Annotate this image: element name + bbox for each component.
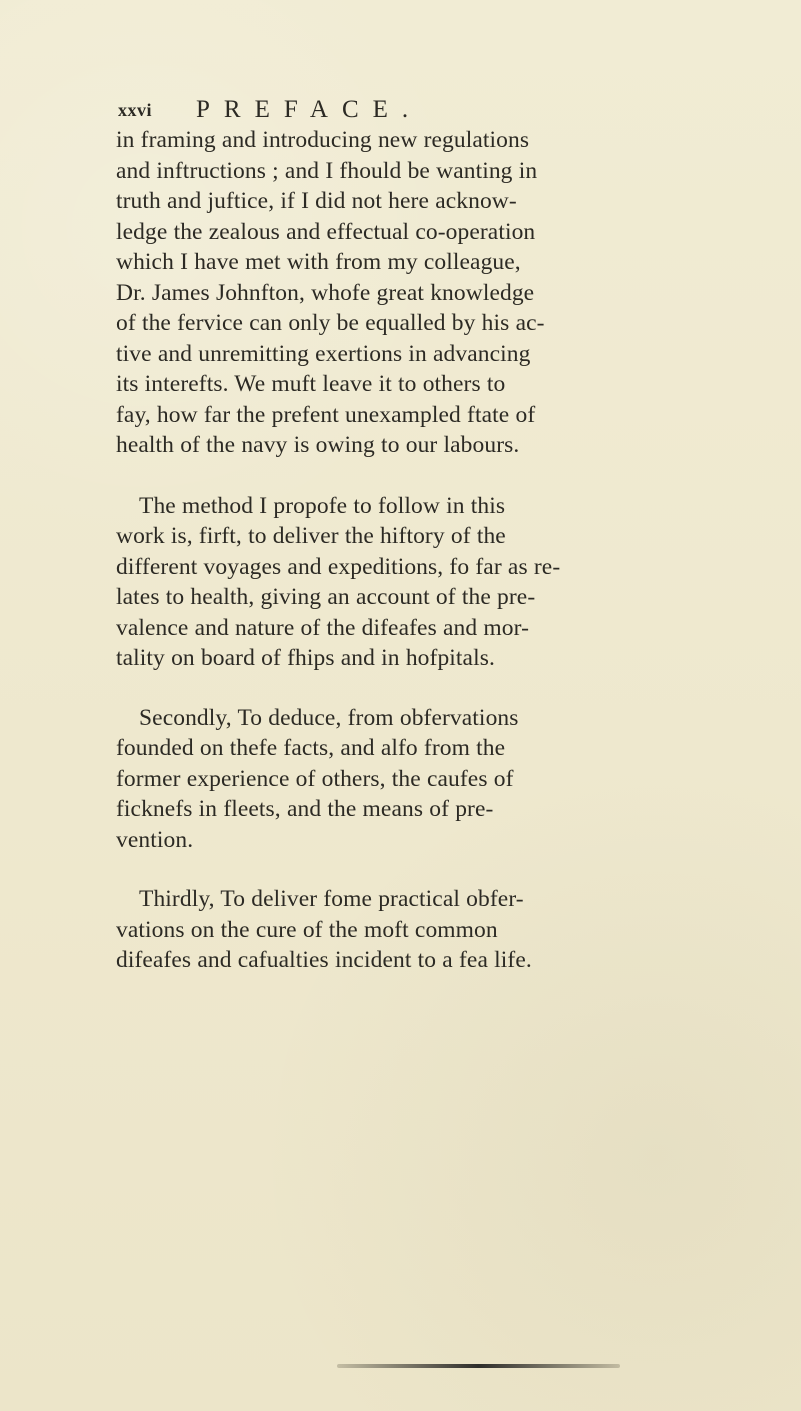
decorative-rule [337,1364,620,1368]
page-header [118,93,678,127]
paragraph-4: Thirdly, To deliver fome practical obfer- vations on the cure of the moft common difeafes and cafualties incident to a fea life. [116,886,532,973]
paragraph-1: in framing and introducing new regulations and inftructions ; and I fhould be wanting in truth and juftice, if I did not here acknow- ledge the zealous and effectual co-operation which I have met with from my colleague, Dr. James Johnfton, whofe great knowledge of the fervice can only be equalled by his ac- tive and unremitting exertions in advancing its interefts. We muft leave it to others to fay, how far the prefent unexampled ftate of health of the navy is owing to our labours. [116,127,545,458]
page-number: xxvi [118,99,153,120]
running-head-title: PREFACE. [196,96,423,123]
paragraph-3: Secondly, To deduce, from obfervations founded on thefe facts, and alfo from the former experience of others, the caufes of ficknefs in fleets, and the means of pre- vention. [116,704,519,853]
paragraph-2: The method I propofe to follow in this work is, firft, to deliver the hiftory of the different voyages and expeditions, fo far as re- lates to health, giving an account of the pre- valence and nature of the difeafes and mor- tality on board of fhips and in hofpitals. [116,492,561,671]
page-content [116,125,720,1005]
